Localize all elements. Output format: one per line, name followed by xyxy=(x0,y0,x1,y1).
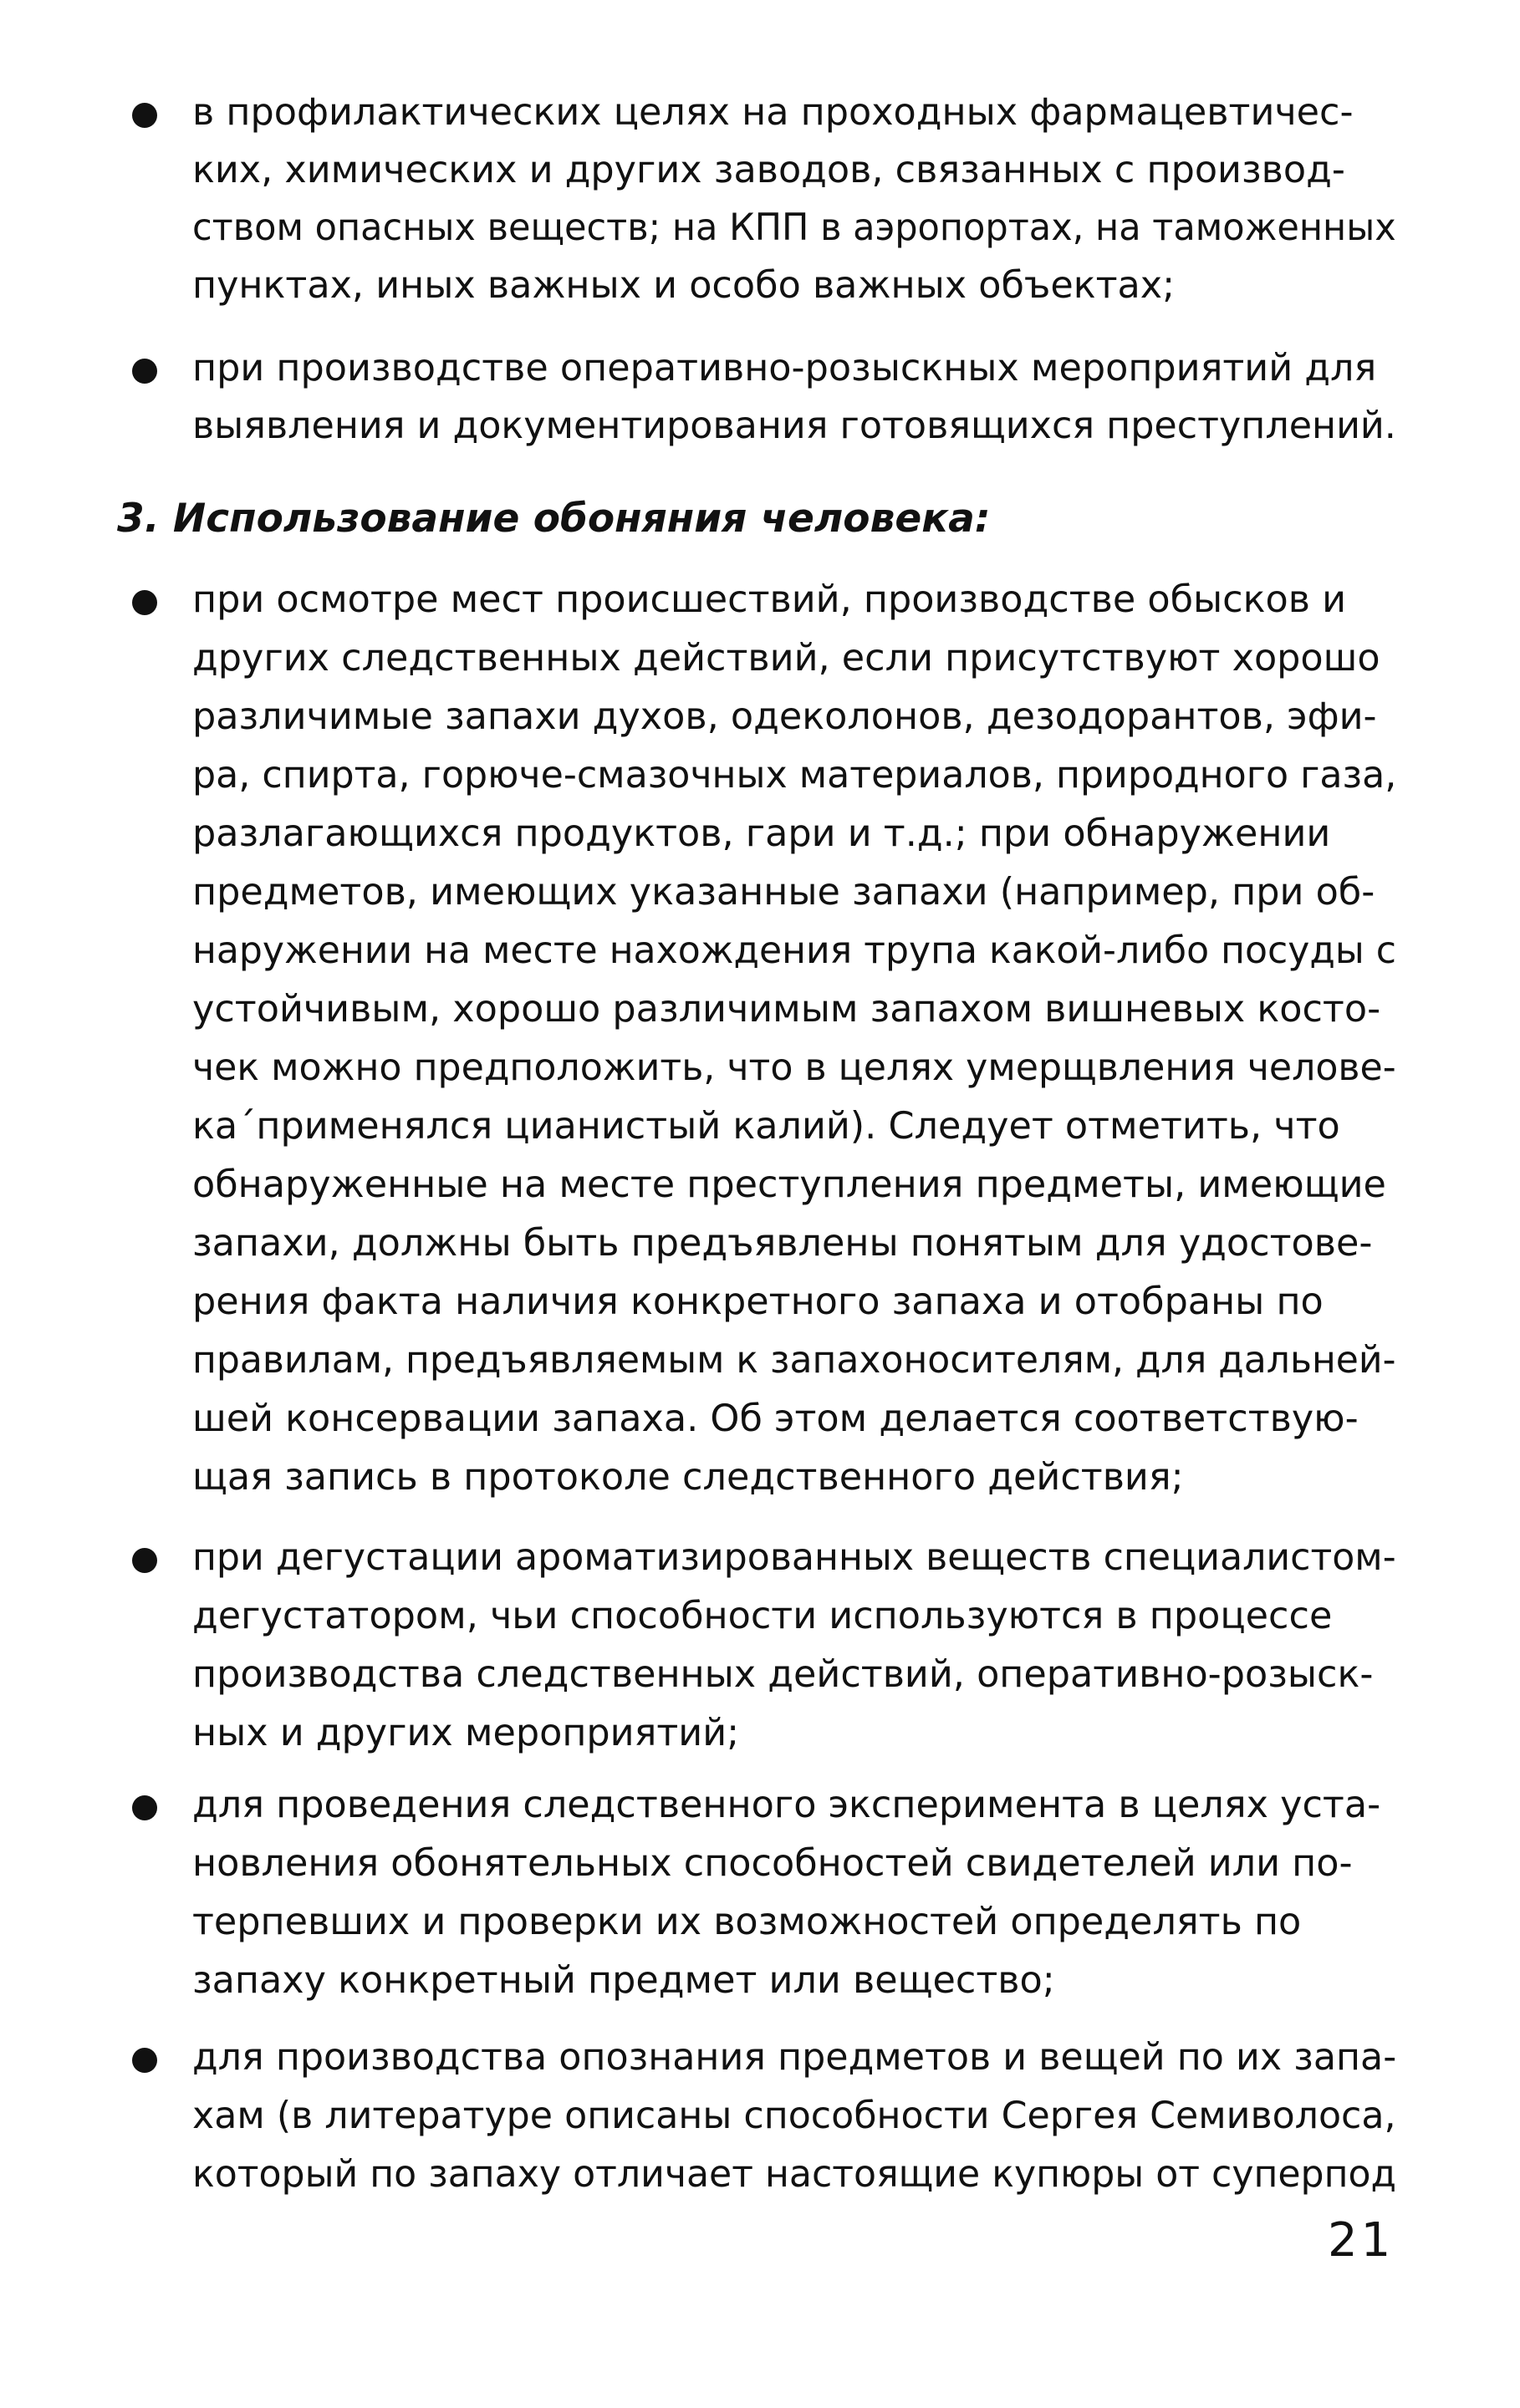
text-line: ством опасных веществ; на КПП в аэропортах, на таможенных xyxy=(192,206,1396,249)
text-line: шей консервации запаха. Об этом делается соответствую- xyxy=(192,1397,1359,1440)
text-line: чек можно предположить, что в целях умерщвления челове- xyxy=(192,1046,1396,1089)
text-line: предметов, имеющих указанные запахи (например, при об- xyxy=(192,871,1375,914)
text-line: который по запаху отличает настоящие купюры от суперпод xyxy=(192,2153,1397,2196)
text-line: запаху конкретный предмет или вещество; xyxy=(192,1959,1055,2002)
text-line: хам (в литературе описаны способности Сергея Семиволоса, xyxy=(192,2095,1396,2137)
bullet-dot-icon xyxy=(132,103,157,128)
text-line: при дегустации ароматизированных веществ специалистом- xyxy=(192,1536,1396,1579)
bullet-dot-icon xyxy=(132,359,157,384)
section-heading: 3. Использование обоняния человека: xyxy=(117,496,991,542)
text-line: терпевших и проверки их возможностей определять по xyxy=(192,1901,1302,1943)
text-line: выявления и документирования готовящихся преступлений. xyxy=(192,405,1396,447)
text-line: в профилактических целях на проходных фармацевтичес- xyxy=(192,91,1354,134)
text-line: новления обонятельных способностей свидетелей или по- xyxy=(192,1842,1353,1885)
text-line: правилам, предъявляемым к запахоносителям, для дальней- xyxy=(192,1339,1396,1382)
text-line: ра, спирта, горюче-смазочных материалов, природного газа, xyxy=(192,754,1397,797)
text-line: ка´применялся цианистый калий). Следует отметить, что xyxy=(192,1105,1340,1148)
bullet-dot-icon xyxy=(132,1548,157,1573)
text-line: для производства опознания предметов и вещей по их запа- xyxy=(192,2036,1397,2079)
text-line: рения факта наличия конкретного запаха и отобраны по xyxy=(192,1280,1324,1323)
text-line: разлагающихся продуктов, гари и т.д.; при обнаружении xyxy=(192,812,1331,855)
text-line: при производстве оперативно-розыскных мероприятий для xyxy=(192,347,1377,389)
text-line: производства следственных действий, оперативно-розыск- xyxy=(192,1653,1374,1696)
text-line: ных и других мероприятий; xyxy=(192,1712,740,1754)
text-line: обнаруженные на месте преступления предметы, имеющие xyxy=(192,1163,1386,1206)
text-line: других следственных действий, если присутствуют хорошо xyxy=(192,637,1380,680)
text-line: запахи, должны быть предъявлены понятым для удостове- xyxy=(192,1222,1373,1265)
bullet-dot-icon xyxy=(132,2048,157,2073)
text-line: для проведения следственного эксперимента в целях уста- xyxy=(192,1784,1381,1826)
text-line: дегустатором, чьи способности используются в процессе xyxy=(192,1595,1333,1637)
text-line: наружении на месте нахождения трупа какой-либо посуды с xyxy=(192,929,1397,972)
bullet-dot-icon xyxy=(132,1795,157,1820)
text-line: ких, химических и других заводов, связанных с производ- xyxy=(192,149,1345,191)
text-line: при осмотре мест происшествий, производстве обысков и xyxy=(192,578,1347,621)
page-number: 21 xyxy=(1328,2213,1395,2268)
text-line: щая запись в протоколе следственного действия; xyxy=(192,1456,1184,1499)
text-line: различимые запахи духов, одеколонов, дезодорантов, эфи- xyxy=(192,695,1377,738)
text-line: пунктах, иных важных и особо важных объектах; xyxy=(192,264,1176,307)
bullet-dot-icon xyxy=(132,590,157,615)
text-line: устойчивым, хорошо различимым запахом вишневых косто- xyxy=(192,988,1381,1031)
